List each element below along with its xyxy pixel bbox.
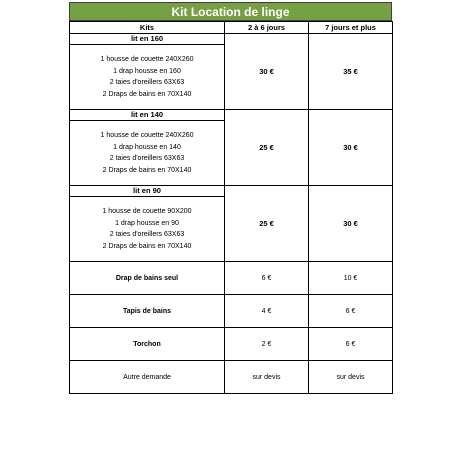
section-row bbox=[70, 186, 393, 197]
header-kits: Kits bbox=[70, 22, 225, 34]
kit-contents bbox=[70, 45, 225, 110]
section-title: lit en 90 bbox=[70, 186, 225, 197]
section-title: lit en 140 bbox=[70, 110, 225, 121]
price-short-stay: 2 € bbox=[225, 328, 309, 361]
extra-row bbox=[70, 295, 393, 328]
kit-item: 2 Draps de bains en 70X140 bbox=[102, 90, 192, 98]
section-row bbox=[70, 110, 393, 121]
price-long-stay: 30 € bbox=[309, 186, 393, 262]
price-long-stay: 35 € bbox=[309, 34, 393, 110]
extra-row bbox=[70, 361, 393, 394]
section-title: lit en 160 bbox=[70, 34, 225, 45]
kit-item: 1 housse de couette 240X260 bbox=[100, 132, 194, 139]
page-title: Kit Location de linge bbox=[69, 2, 392, 21]
price-sheet bbox=[69, 2, 392, 394]
price-short-stay: 25 € bbox=[225, 110, 309, 186]
price-short-stay: 4 € bbox=[225, 295, 309, 328]
price-short-stay: 25 € bbox=[225, 186, 309, 262]
kit-item: 2 taies d'oreillers 63X63 bbox=[109, 79, 185, 86]
extra-row bbox=[70, 328, 393, 361]
price-short-stay: sur devis bbox=[225, 361, 309, 394]
extra-label: Autre demande bbox=[70, 361, 225, 394]
kit-contents bbox=[70, 197, 225, 262]
kit-contents bbox=[70, 121, 225, 186]
rates-table bbox=[69, 21, 393, 394]
header-row bbox=[70, 22, 393, 34]
extra-label: Drap de bains seul bbox=[70, 262, 225, 295]
kit-item: 2 Draps de bains en 70X140 bbox=[102, 242, 192, 250]
price-long-stay: 6 € bbox=[309, 328, 393, 361]
kit-item: 2 taies d'oreillers 63X63 bbox=[109, 155, 185, 162]
extra-label: Tapis de bains bbox=[70, 295, 225, 328]
kit-item: 1 housse de couette 240X260 bbox=[100, 56, 194, 63]
header-long-stay: 7 jours et plus bbox=[309, 22, 393, 34]
kit-item: 2 taies d'oreillers 63X63 bbox=[109, 231, 185, 238]
header-short-stay: 2 à 6 jours bbox=[225, 22, 309, 34]
kit-item: 1 drap housse en 90 bbox=[115, 219, 179, 227]
kit-item: 1 drap housse en 160 bbox=[113, 67, 181, 75]
kit-item: 1 drap housse en 140 bbox=[113, 143, 181, 151]
section-row bbox=[70, 34, 393, 45]
price-long-stay: 30 € bbox=[309, 110, 393, 186]
price-long-stay: 10 € bbox=[309, 262, 393, 295]
price-short-stay: 30 € bbox=[225, 34, 309, 110]
kit-item: 1 housse de couette 90X200 bbox=[102, 208, 192, 215]
kit-item: 2 Draps de bains en 70X140 bbox=[102, 166, 192, 174]
price-long-stay: sur devis bbox=[309, 361, 393, 394]
price-long-stay: 6 € bbox=[309, 295, 393, 328]
extra-row bbox=[70, 262, 393, 295]
extra-label: Torchon bbox=[70, 328, 225, 361]
price-short-stay: 6 € bbox=[225, 262, 309, 295]
